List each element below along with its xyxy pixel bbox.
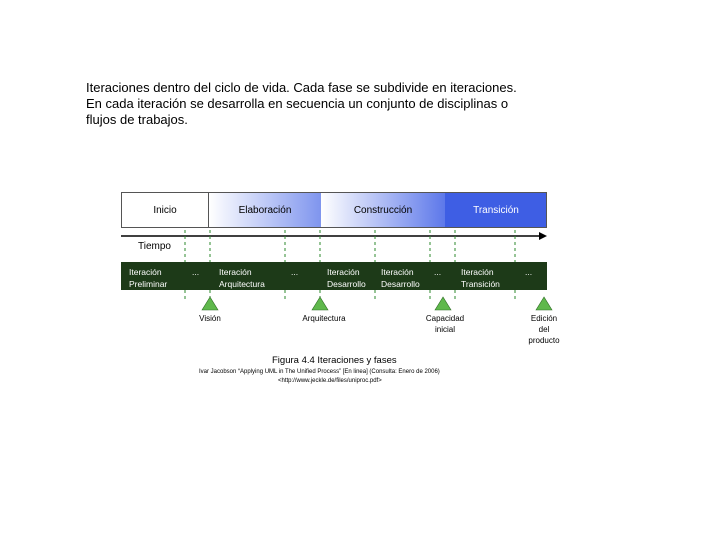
intro-line-2: En cada iteración se desarrolla en secuencia un conjunto de disciplinas o — [86, 96, 509, 111]
iteration-label — [129, 266, 167, 290]
iteration-label-line: Desarrollo — [327, 279, 366, 289]
iteration-label-line: Desarrollo — [381, 279, 420, 289]
milestones — [202, 297, 552, 310]
intro-line-3: flujos de trabajos. — [86, 112, 188, 127]
iteration-label-line: Preliminar — [129, 279, 168, 289]
iteration-label-line: Iteración — [219, 267, 252, 277]
time-label: Tiempo — [138, 241, 171, 252]
iteration-label — [525, 266, 532, 278]
iteration-label — [327, 266, 366, 290]
milestone-label-capacidad-inicial — [413, 313, 477, 335]
iteration-label-line: Iteración — [381, 267, 414, 277]
milestone-label-line: Edición — [530, 314, 558, 323]
iteration-label-line: Iteración — [327, 267, 360, 277]
iteration-label — [192, 266, 199, 278]
phase-construccion: Construcción — [321, 192, 445, 228]
iteration-label — [291, 266, 298, 278]
milestone-triangle-icon — [435, 297, 451, 310]
iteration-label-line: Iteración — [129, 267, 162, 277]
phase-transicion: Transición — [445, 192, 547, 228]
milestone-triangle-icon — [202, 297, 218, 310]
iteration-label — [461, 266, 500, 290]
iteration-label-line: ... — [291, 267, 299, 277]
iteration-label-line: ... — [192, 267, 200, 277]
milestone-label-line: Arquitectura — [302, 314, 346, 323]
phase-inicio: Inicio — [121, 192, 209, 228]
iteration-label-line: ... — [434, 267, 442, 277]
milestone-triangle-icon — [312, 297, 328, 310]
milestone-triangle-icon — [536, 297, 552, 310]
milestone-label-line: inicial — [434, 325, 455, 334]
milestone-label-line: producto — [528, 336, 560, 345]
milestone-label-vision — [180, 313, 240, 324]
iteration-label-line: Transición — [461, 279, 500, 289]
milestone-label-edicion-producto — [514, 313, 574, 346]
milestone-label-line: Visión — [199, 314, 221, 323]
iteration-label — [434, 266, 441, 278]
phase-elaboracion: Elaboración — [209, 192, 321, 228]
iteration-label — [381, 266, 420, 290]
time-axis-arrow-icon — [539, 232, 547, 240]
figure-caption: Figura 4.4 Iteraciones y fases — [272, 355, 397, 366]
iteration-label-line: Iteración — [461, 267, 494, 277]
iteration-label — [219, 266, 265, 290]
iteration-label-line: ... — [525, 267, 533, 277]
figure-source: Ivar Jacobson “Applying UML in The Unified Process” [En linea] (Consulta: Enero de 2006) — [199, 369, 440, 375]
milestone-label-arquitectura — [284, 313, 364, 324]
intro-line-1: Iteraciones dentro del ciclo de vida. Cada fase se subdivide en iteraciones. — [86, 80, 517, 95]
milestone-label-line: Capacidad — [425, 314, 465, 323]
milestone-label-line: del — [538, 325, 550, 334]
figure-source-url: <http://www.jeckle.de/files/uniproc.pdf> — [278, 378, 382, 384]
iteration-label-line: Arquitectura — [219, 279, 265, 289]
